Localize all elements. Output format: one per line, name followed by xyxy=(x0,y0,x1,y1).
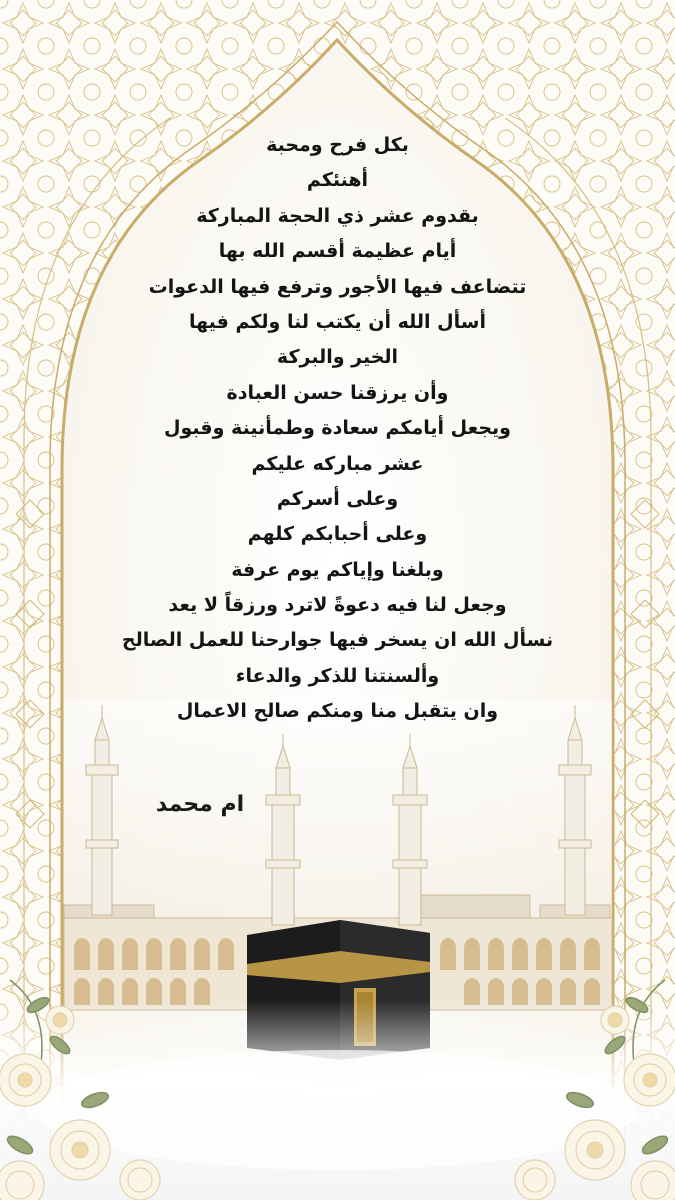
message-line: وألسنتنا للذكر والدعاء xyxy=(235,664,440,687)
message-line: وجعل لنا فيه دعوةً لاترد ورزقاً لا يعد xyxy=(168,594,507,617)
message-line: ويجعل أيامكم سعادة وطمأنينة وقبول xyxy=(164,417,511,440)
message-line: نسأل الله ان يسخر فيها جوارحنا للعمل الصالح xyxy=(121,629,554,652)
message-line: وعلى أسركم xyxy=(276,487,399,510)
signature: ام محمد xyxy=(155,792,245,817)
message-line: بكل فرح ومحبة xyxy=(266,134,409,156)
greeting-message xyxy=(95,128,580,730)
message-line: وعلى أحبابكم كلهم xyxy=(247,523,428,546)
message-line: الخير والبركة xyxy=(276,346,399,369)
message-line: عشر مباركه عليكم xyxy=(251,452,424,475)
message-line: بقدوم عشر ذي الحجة المباركة xyxy=(196,204,479,227)
message-line: أسأل الله أن يكتب لنا ولكم فيها xyxy=(188,310,486,333)
message-line: وان يتقبل منا ومنكم صالح الاعمال xyxy=(176,700,499,723)
message-line: وبلغنا وإياكم يوم عرفة xyxy=(231,558,444,581)
message-line: أهنئكم xyxy=(306,169,369,192)
message-line: وأن يرزقنا حسن العبادة xyxy=(226,381,449,404)
message-line: تتضاعف فيها الأجور وترفع فيها الدعوات xyxy=(148,275,527,298)
message-line: أيام عظيمة أقسم الله بها xyxy=(218,240,457,263)
